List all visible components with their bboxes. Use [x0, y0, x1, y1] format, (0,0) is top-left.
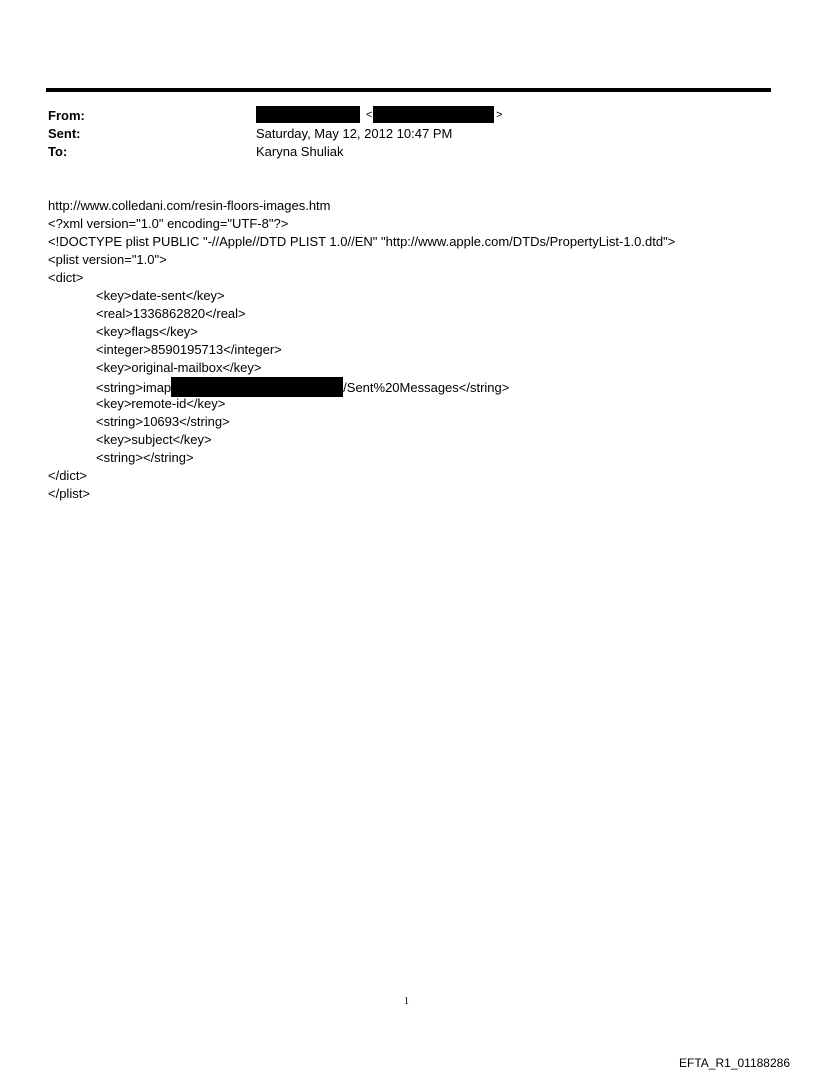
- message-body: [48, 197, 675, 503]
- body-line: http://www.colledani.com/resin-floors-images.htm: [48, 198, 331, 213]
- body-line-mailbox: [48, 377, 675, 395]
- body-line: <string>10693</string>: [96, 414, 230, 429]
- email-close-bracket: >: [496, 109, 503, 121]
- body-line: </plist>: [48, 486, 90, 501]
- sent-label: Sent:: [48, 126, 81, 141]
- body-line: <plist version="1.0">: [48, 252, 167, 267]
- body-line: <key>subject</key>: [96, 432, 212, 447]
- from-label: From:: [48, 108, 85, 123]
- sent-value: Saturday, May 12, 2012 10:47 PM: [256, 126, 453, 141]
- body-line: <string></string>: [96, 450, 194, 465]
- from-email-redaction: [373, 106, 494, 123]
- to-label: To:: [48, 144, 68, 159]
- body-line: <real>1336862820</real>: [96, 306, 246, 321]
- mailbox-suffix: /Sent%20Messages</string>: [343, 380, 510, 395]
- bates-number: EFTA_R1_01188286: [679, 1056, 790, 1070]
- page-number: 1: [404, 996, 409, 1007]
- mailbox-prefix: <string>imap: [96, 380, 172, 395]
- body-line: <key>original-mailbox</key>: [96, 360, 262, 375]
- header-rule: [46, 88, 771, 92]
- body-line: <key>flags</key>: [96, 324, 198, 339]
- body-line: <!DOCTYPE plist PUBLIC "-//Apple//DTD PLIST 1.0//EN" "http://www.apple.com/DTDs/PropertyList-1.0.dtd">: [48, 234, 676, 249]
- body-line: <dict>: [48, 270, 84, 285]
- email-open-bracket: <: [366, 109, 373, 121]
- body-line: <integer>8590195713</integer>: [96, 342, 282, 357]
- body-line: <key>date-sent</key>: [96, 288, 225, 303]
- to-value: Karyna Shuliak: [256, 144, 344, 159]
- body-line: <?xml version="1.0" encoding="UTF-8"?>: [48, 216, 289, 231]
- body-line: <key>remote-id</key>: [96, 396, 226, 411]
- from-name-redaction: [256, 106, 360, 123]
- body-line: </dict>: [48, 468, 88, 483]
- mailbox-redaction: [171, 377, 343, 397]
